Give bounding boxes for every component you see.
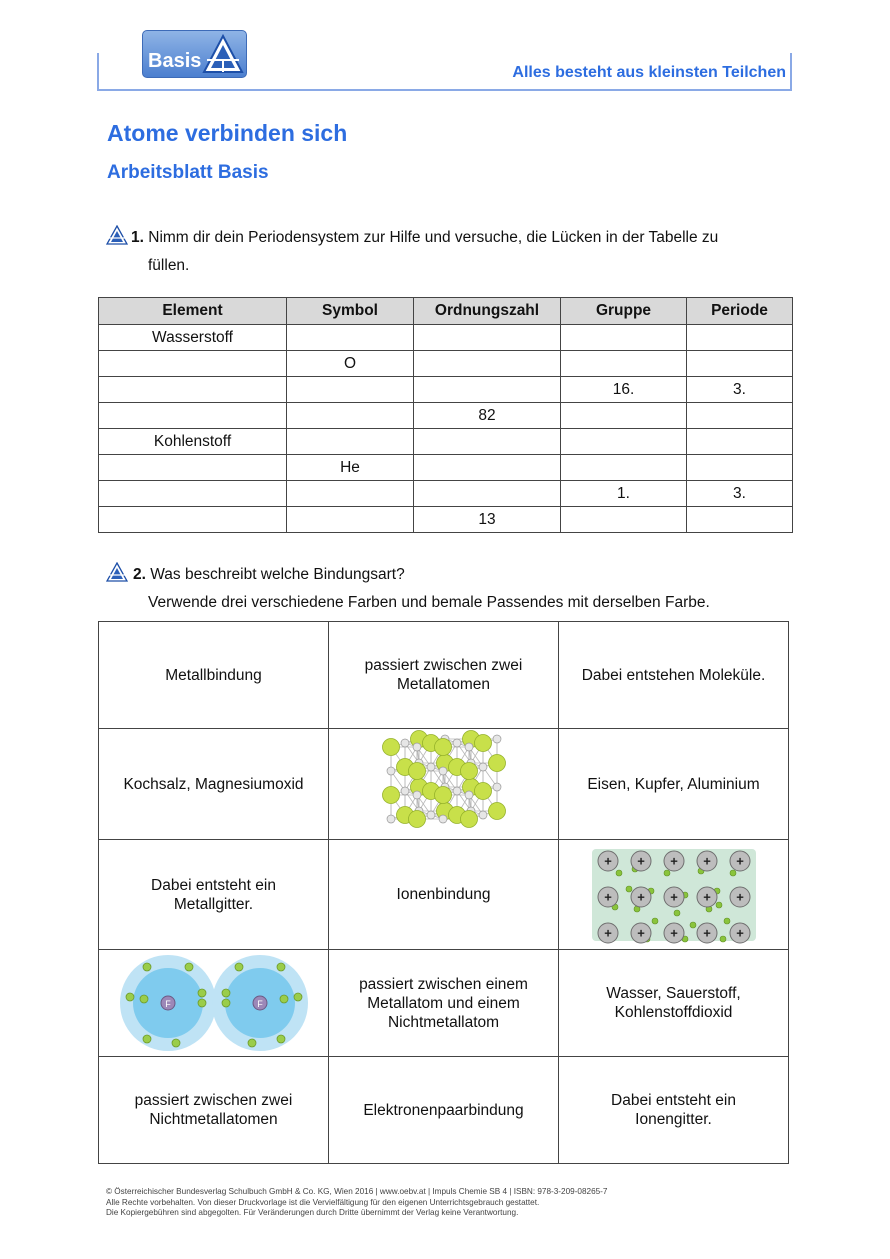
table-header-row xyxy=(99,298,793,325)
grid-cell[interactable]: passiert zwischen zwei Metallatomen xyxy=(329,622,559,729)
plus-sign-label: + xyxy=(636,889,645,904)
plus-sign-label: + xyxy=(669,925,678,940)
element-table xyxy=(98,297,793,533)
small-ion-shape xyxy=(387,767,395,775)
grid-cell[interactable]: Metallbindung xyxy=(99,622,329,729)
plus-sign-label: + xyxy=(735,925,744,940)
basis-level-icon xyxy=(106,562,128,582)
footer-line: Alle Rechte vorbehalten. Von dieser Druckvorlage ist die Vervielfältigung für den eigenen Unterrichtsgebrauch gestattet. xyxy=(106,1197,540,1207)
table-cell[interactable] xyxy=(287,507,414,533)
electron-shape xyxy=(730,870,736,876)
table-row xyxy=(99,351,793,377)
table-cell[interactable] xyxy=(561,351,687,377)
task2-text-line1: Was beschreibt welche Bindungsart? xyxy=(150,566,405,583)
logo-text: Basis xyxy=(148,50,202,72)
small-ion-shape xyxy=(453,739,461,747)
small-ion-shape xyxy=(427,811,435,819)
table-cell[interactable] xyxy=(287,429,414,455)
large-ion-shape xyxy=(460,811,477,828)
table-cell[interactable] xyxy=(414,455,561,481)
grid-cell-image[interactable] xyxy=(559,840,789,950)
col-header-element: Element xyxy=(99,298,287,325)
grid-cell[interactable]: Eisen, Kupfer, Aluminium xyxy=(559,729,789,840)
plus-sign-label: + xyxy=(636,853,645,868)
grid-cell[interactable]: Dabei entstehen Moleküle. xyxy=(559,622,789,729)
col-header-periode: Periode xyxy=(687,298,793,325)
fluorine-molecule-illustration xyxy=(114,951,314,1055)
table-cell[interactable] xyxy=(287,325,414,351)
footer-line: Die Kopiergebühren sind abgegolten. Für Veränderungen durch Dritte übernimmt der Verlag keine Verantwortung. xyxy=(106,1208,519,1217)
basis-level-icon xyxy=(106,225,128,245)
large-ion-shape xyxy=(474,735,491,752)
plus-sign-label: + xyxy=(702,889,711,904)
small-ion-shape xyxy=(413,743,421,751)
large-ion-shape xyxy=(382,787,399,804)
grid-cell[interactable]: passiert zwischen einem Metallatom und einem Nichtmetallatom xyxy=(329,950,559,1057)
large-ion-shape xyxy=(408,763,425,780)
small-ion-shape xyxy=(479,811,487,819)
table-cell[interactable]: 16. xyxy=(561,377,687,403)
table-cell[interactable] xyxy=(414,481,561,507)
large-ion-shape xyxy=(460,763,477,780)
table-cell[interactable] xyxy=(687,455,793,481)
page-title: Atome verbinden sich xyxy=(107,120,348,146)
table-cell[interactable] xyxy=(687,325,793,351)
plus-sign-label: + xyxy=(669,889,678,904)
electron-shape xyxy=(652,918,658,924)
table-cell[interactable] xyxy=(287,377,414,403)
table-cell[interactable] xyxy=(561,429,687,455)
large-ion-shape xyxy=(382,739,399,756)
table-cell[interactable] xyxy=(99,377,287,403)
small-ion-shape xyxy=(401,739,409,747)
grid-cell[interactable]: Elektronenpaarbindung xyxy=(329,1057,559,1164)
electron-shape xyxy=(720,936,726,942)
table-row xyxy=(99,403,793,429)
plus-sign-label: + xyxy=(702,925,711,940)
task1-number: 1. xyxy=(131,229,144,246)
small-ion-shape xyxy=(493,783,501,791)
col-header-symbol: Symbol xyxy=(287,298,414,325)
grid-cell[interactable]: passiert zwischen zwei Nichtmetallatomen xyxy=(99,1057,329,1164)
matching-grid xyxy=(98,621,789,1164)
table-cell[interactable]: Kohlenstoff xyxy=(99,429,287,455)
electron-shape xyxy=(724,918,730,924)
large-ion-shape xyxy=(434,739,451,756)
table-cell[interactable] xyxy=(99,351,287,377)
table-cell[interactable] xyxy=(687,403,793,429)
table-cell[interactable]: 1. xyxy=(561,481,687,507)
small-ion-shape xyxy=(465,791,473,799)
page-subtitle: Arbeitsblatt Basis xyxy=(107,162,269,183)
footer xyxy=(106,1187,607,1219)
plus-sign-label: + xyxy=(603,853,612,868)
running-title: Alles besteht aus kleinsten Teilchen xyxy=(512,64,786,81)
footer-line: © Österreichischer Bundesverlag Schulbuch GmbH & Co. KG, Wien 2016 | www.oebv.at | Impuls Chemie SB 4 | ISBN: 978-3-209-08265-7 xyxy=(106,1187,608,1196)
large-ion-shape xyxy=(488,755,505,772)
col-header-gruppe: Gruppe xyxy=(561,298,687,325)
grid-row xyxy=(99,1057,789,1164)
table-row xyxy=(99,507,793,533)
table-cell[interactable] xyxy=(687,351,793,377)
small-ion-shape xyxy=(439,767,447,775)
table-cell[interactable] xyxy=(99,481,287,507)
table-cell[interactable] xyxy=(561,325,687,351)
plus-sign-label: + xyxy=(636,925,645,940)
large-ion-shape xyxy=(434,787,451,804)
plus-sign-label: + xyxy=(735,853,744,868)
grid-cell[interactable]: Dabei entsteht ein Metallgitter. xyxy=(99,840,329,950)
electron-shape xyxy=(674,910,680,916)
table-row xyxy=(99,377,793,403)
table-cell[interactable] xyxy=(287,403,414,429)
table-cell[interactable]: He xyxy=(287,455,414,481)
electron-shape xyxy=(716,902,722,908)
grid-cell-image[interactable] xyxy=(329,729,559,840)
metal-lattice-illustration xyxy=(589,843,759,947)
grid-row xyxy=(99,729,789,840)
electron-shape xyxy=(616,870,622,876)
ion-lattice-illustration xyxy=(369,729,519,839)
table-row xyxy=(99,325,793,351)
plus-sign-label: + xyxy=(603,925,612,940)
col-header-ordnungszahl: Ordnungszahl xyxy=(414,298,561,325)
small-ion-shape xyxy=(479,763,487,771)
table-row xyxy=(99,481,793,507)
small-ion-shape xyxy=(413,791,421,799)
table-cell[interactable] xyxy=(687,429,793,455)
table-cell[interactable] xyxy=(561,507,687,533)
table-cell[interactable] xyxy=(414,429,561,455)
small-ion-shape xyxy=(493,735,501,743)
table-cell[interactable] xyxy=(414,325,561,351)
table-cell[interactable]: 3. xyxy=(687,481,793,507)
plus-sign-label: + xyxy=(735,889,744,904)
table-cell[interactable]: 82 xyxy=(414,403,561,429)
small-ion-shape xyxy=(453,787,461,795)
grid-cell[interactable]: Dabei entsteht ein Ionengitter. xyxy=(559,1057,789,1164)
task2-text-line2: Verwende drei verschiedene Farben und bemale Passendes mit derselben Farbe. xyxy=(148,594,710,611)
small-ion-shape xyxy=(427,763,435,771)
task1-instruction xyxy=(131,224,718,252)
table-cell[interactable]: 13 xyxy=(414,507,561,533)
table-cell[interactable] xyxy=(99,403,287,429)
electron-shape xyxy=(664,870,670,876)
table-cell[interactable]: 3. xyxy=(687,377,793,403)
grid-cell[interactable]: Wasser, Sauerstoff, Kohlenstoffdioxid xyxy=(559,950,789,1057)
table-cell[interactable] xyxy=(414,377,561,403)
grid-row xyxy=(99,840,789,950)
table-cell[interactable] xyxy=(414,351,561,377)
table-cell[interactable]: O xyxy=(287,351,414,377)
table-row xyxy=(99,455,793,481)
large-ion-shape xyxy=(488,803,505,820)
table-cell[interactable] xyxy=(561,455,687,481)
small-ion-shape xyxy=(387,815,395,823)
small-ion-shape xyxy=(439,815,447,823)
plus-sign-label: + xyxy=(603,889,612,904)
table-cell[interactable] xyxy=(561,403,687,429)
plus-sign-label: + xyxy=(702,853,711,868)
small-ion-shape xyxy=(465,743,473,751)
small-ion-shape xyxy=(401,787,409,795)
grid-cell-image[interactable] xyxy=(99,950,329,1057)
electron-shape xyxy=(690,922,696,928)
task1-text-line1: Nimm dir dein Periodensystem zur Hilfe und versuche, die Lücken in der Tabelle zu xyxy=(148,229,719,246)
table-cell[interactable] xyxy=(687,507,793,533)
electron-shape xyxy=(626,886,632,892)
table-cell[interactable] xyxy=(99,507,287,533)
table-cell[interactable]: Wasserstoff xyxy=(99,325,287,351)
atom-symbol-label: F xyxy=(256,999,263,1009)
task2-number: 2. xyxy=(133,566,146,583)
grid-cell[interactable]: Kochsalz, Magnesiumoxid xyxy=(99,729,329,840)
table-cell[interactable] xyxy=(287,481,414,507)
task1-text-line2: füllen. xyxy=(148,257,190,274)
grid-cell[interactable]: Ionenbindung xyxy=(329,840,559,950)
plus-sign-label: + xyxy=(669,853,678,868)
logo-triangle-icon xyxy=(201,33,245,75)
large-ion-shape xyxy=(408,811,425,828)
task2-instruction xyxy=(133,561,405,589)
grid-row xyxy=(99,622,789,729)
table-row xyxy=(99,429,793,455)
atom-symbol-label: F xyxy=(164,999,171,1009)
table-cell[interactable] xyxy=(99,455,287,481)
large-ion-shape xyxy=(474,783,491,800)
grid-row xyxy=(99,950,789,1057)
